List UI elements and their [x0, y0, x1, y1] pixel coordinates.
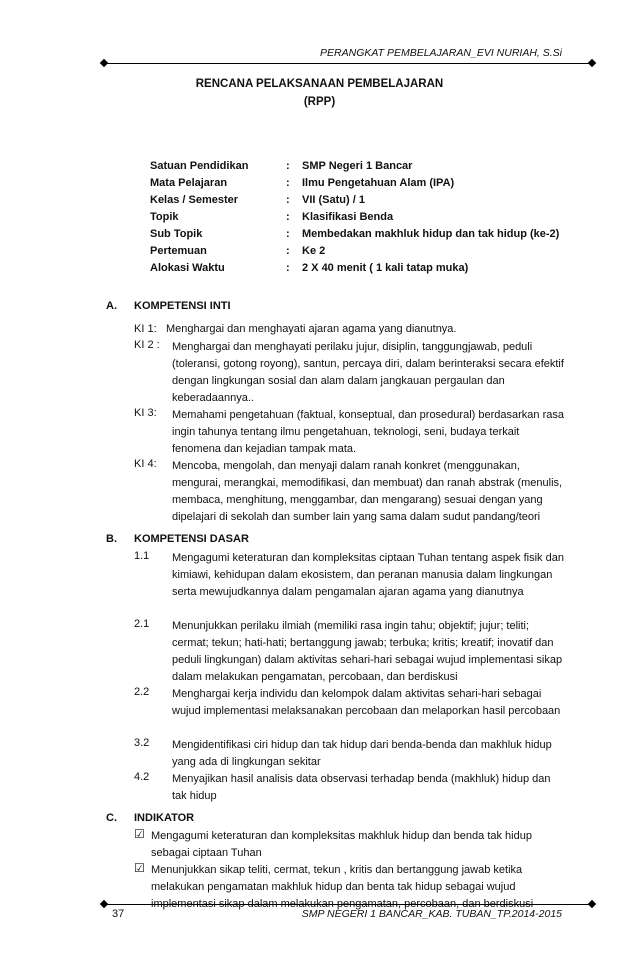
page-title: RENCANA PELAKSANAAN PEMBELAJARAN	[195, 78, 444, 90]
crescent-ornament-icon	[589, 880, 611, 902]
ki-2-code: KI 2 :	[134, 339, 160, 351]
kd-2-2-text: Menghargai kerja individu dan kelompok dalam aktivitas sehari-hari sebagai wujud implementasi melaksanakan percobaan dan melaporkan hasil percobaan	[172, 688, 561, 717]
page-subtitle: (RPP)	[303, 96, 336, 108]
section-c-letter: C.	[106, 812, 117, 824]
identity-label: Pertemuan	[150, 245, 207, 257]
kd-2-1-text: Menunjukkan perilaku ilmiah (memiliki rasa ingin tahu; objektif; jujur; teliti; cermat; tekun; hati-hati; bertanggung jawab; terbuka; kritis; kreatif; inovatif dan peduli lingkungan) dalam aktivitas sehari-hari sebagai wujud implementasi sikap dalam melakukan pengamatan, percobaan, dan berdiskusi	[172, 620, 563, 683]
ki-3-code: KI 3:	[134, 407, 157, 419]
identity-value: Klasifikasi Benda	[302, 211, 394, 223]
running-header: PERANGKAT PEMBELAJARAN_EVI NURIAH, S.Si	[320, 47, 562, 59]
checkbox-icon: ☑	[134, 861, 145, 875]
kd-4-2-code: 4.2	[134, 771, 150, 783]
identity-colon: :	[286, 228, 290, 240]
identity-value: Ilmu Pengetahuan Alam (IPA)	[302, 177, 455, 189]
section-b-letter: B.	[106, 533, 117, 545]
ki-4-text: Mencoba, mengolah, dan menyaji dalam ranah konkret (menggunakan, mengurai, merangkai, memodifikasi, dan membuat) dan ranah abstrak (menulis, membaca, menghitung, menggambar, dan mengarang) sesuai dengan yang dipelajari di sekolah dan sumber lain yang sama dalam sudut pandang/teori	[172, 460, 563, 523]
identity-colon: :	[286, 177, 290, 189]
indicator-text: Mengagumi keteraturan dan kompleksitas makhluk hidup dan benda tak hidup sebagai ciptaan Tuhan	[151, 830, 532, 859]
indicator-text: Menunjukkan sikap teliti, cermat, tekun , kritis dan bertanggung jawab ketika melakukan pengamatan makhluk hidup dan benta tak hidup sebagai wujud implementasi sikap dalam melakukan pengamatan, percobaan, dan berdiskusi	[151, 864, 534, 910]
identity-colon: :	[286, 262, 290, 274]
kd-2-1-code: 2.1	[134, 618, 150, 630]
section-b-title: KOMPETENSI DASAR	[134, 533, 249, 545]
identity-value: Ke 2	[302, 245, 326, 257]
identity-label: Sub Topik	[150, 228, 203, 240]
section-a-letter: A.	[106, 300, 117, 312]
ki-1-code: KI 1:	[134, 323, 157, 335]
identity-colon: :	[286, 211, 290, 223]
identity-label: Alokasi Waktu	[150, 262, 225, 274]
checkbox-icon: ☑	[134, 827, 145, 841]
identity-colon: :	[286, 194, 290, 206]
kd-3-2-code: 3.2	[134, 737, 150, 749]
kd-2-2-code: 2.2	[134, 686, 150, 698]
ki-2-text: Menghargai dan menghayati perilaku jujur, disiplin, tanggungjawab, peduli (toleransi, gotong royong), santun, percaya diri, dalam berinteraksi secara efektif dengan lingkungan sosial dan alam dalam jangkauan pergaulan dan keberadaannya..	[172, 341, 564, 404]
ki-4-code: KI 4:	[134, 458, 157, 470]
identity-label: Satuan Pendidikan	[150, 160, 249, 172]
header-rule	[104, 63, 592, 64]
footer-rule	[104, 904, 592, 905]
identity-label: Mata Pelajaran	[150, 177, 228, 189]
identity-value: 2 X 40 menit ( 1 kali tatap muka)	[302, 262, 469, 274]
identity-label: Topik	[150, 211, 179, 223]
identity-colon: :	[286, 160, 290, 172]
identity-value: VII (Satu) / 1	[302, 194, 365, 206]
kd-1-1-code: 1.1	[134, 550, 150, 562]
ki-1-text: Menghargai dan menghayati ajaran agama yang dianutnya.	[166, 323, 457, 335]
page-number: 37	[112, 908, 125, 920]
identity-colon: :	[286, 245, 290, 257]
kd-3-2-text: Mengidentifikasi ciri hidup dan tak hidup dari benda-benda dan makhluk hidup yang ada di lingkungan sekitar	[172, 739, 552, 768]
section-c-title: INDIKATOR	[134, 812, 195, 824]
section-a-title: KOMPETENSI INTI	[134, 300, 231, 312]
kd-4-2-text: Menyajikan hasil analisis data observasi terhadap benda (makhluk) hidup dan tak hidup	[172, 773, 551, 802]
footer-school: SMP NEGERI 1 BANCAR_KAB. TUBAN_TP.2014-2015	[301, 908, 562, 920]
kd-1-1-text: Mengagumi keteraturan dan kompleksitas ciptaan Tuhan tentang aspek fisik dan kimiawi, kehidupan dalam ekosistem, dan peranan manusia dalam lingkungan serta mewujudkannya dalam pengamalan ajaran agama yang dianutnya	[172, 552, 564, 598]
identity-value: Membedakan makhluk hidup dan tak hidup (ke-2)	[302, 228, 560, 240]
ki-3-text: Memahami pengetahuan (faktual, konseptual, dan prosedural) berdasarkan rasa ingin tahunya tentang ilmu pengetahuan, teknologi, seni, budaya terkait fenomena dan kejadian tampak mata.	[172, 409, 564, 455]
identity-value: SMP Negeri 1 Bancar	[302, 160, 413, 172]
identity-label: Kelas / Semester	[150, 194, 239, 206]
